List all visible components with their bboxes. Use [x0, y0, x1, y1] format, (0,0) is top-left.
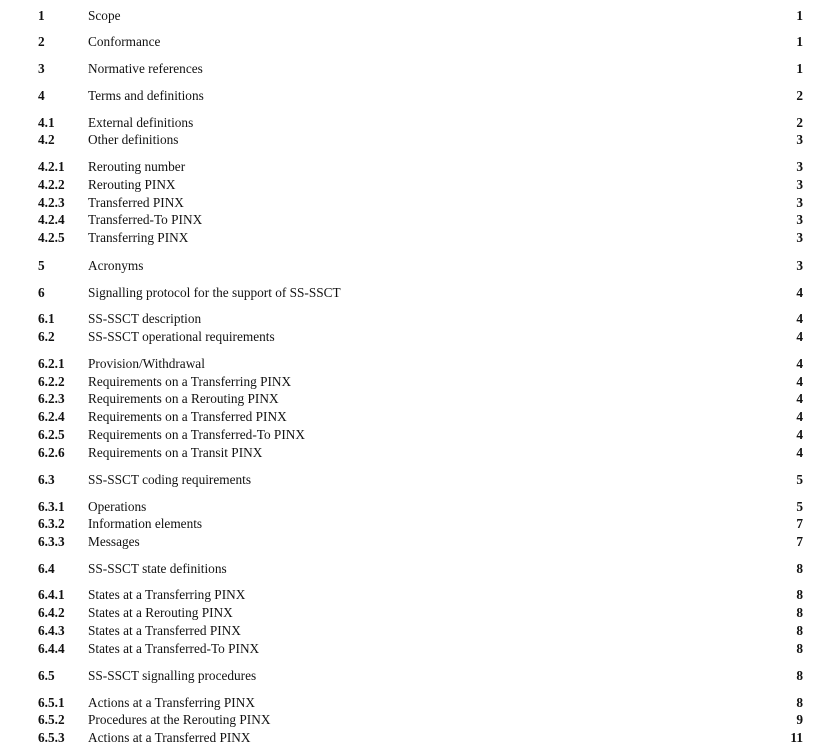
toc-entry[interactable]: [0, 328, 827, 346]
toc-entry-page: 4: [796, 329, 803, 344]
toc-entry-page: 2: [796, 115, 803, 130]
toc-entry[interactable]: [0, 131, 827, 149]
toc-entry-number: 5: [38, 258, 45, 273]
toc-entry-title: SS-SSCT state definitions: [88, 561, 227, 576]
toc-entry-title: SS-SSCT signalling procedures: [88, 668, 257, 683]
toc-entry-page: 3: [796, 258, 803, 273]
toc-entry[interactable]: [0, 33, 827, 51]
toc-entry-page: 1: [796, 34, 803, 49]
toc-entry-page: 3: [796, 177, 803, 192]
toc-entry[interactable]: [0, 622, 827, 640]
toc-entry-title: Actions at a Transferring PINX: [88, 695, 255, 710]
toc-entry[interactable]: [0, 87, 827, 105]
toc-entry[interactable]: [0, 444, 827, 462]
toc-entry-title: Procedures at the Rerouting PINX: [88, 712, 271, 727]
toc-entry-title: Conformance: [88, 34, 161, 49]
toc-entry-page: 7: [796, 534, 803, 549]
toc-entry-page: 4: [796, 356, 803, 371]
toc-entry[interactable]: [0, 533, 827, 551]
toc-entry-title: Other definitions: [88, 132, 179, 147]
toc-entry-number: 2: [38, 34, 45, 49]
toc-entry-number: 6.1: [38, 311, 55, 326]
toc-entry-title: Terms and definitions: [88, 88, 204, 103]
toc-entry-title: Requirements on a Transferred-To PINX: [88, 427, 305, 442]
toc-entry-number: 6.3.2: [38, 516, 65, 531]
toc-entry-page: 3: [796, 212, 803, 227]
toc-entry[interactable]: [0, 729, 827, 747]
toc-entry-page: 3: [796, 132, 803, 147]
toc-entry-number: 4: [38, 88, 45, 103]
toc-entry-number: 6.2.6: [38, 445, 65, 460]
toc-entry[interactable]: [0, 284, 827, 302]
toc-entry-page: 8: [796, 587, 803, 602]
toc-entry-title: Normative references: [88, 61, 203, 76]
toc-entry-page: 4: [796, 427, 803, 442]
toc-entry-number: 6.2: [38, 329, 55, 344]
toc-entry[interactable]: [0, 355, 827, 373]
toc-entry-page: 4: [796, 374, 803, 389]
toc-entry[interactable]: [0, 471, 827, 489]
toc-entry-number: 6.2.5: [38, 427, 65, 442]
toc-entry-number: 6.2.1: [38, 356, 65, 371]
toc-entry-page: 7: [796, 516, 803, 531]
toc-entry[interactable]: [0, 390, 827, 408]
toc-entry[interactable]: [0, 498, 827, 516]
toc-entry-number: 6.4.3: [38, 623, 65, 638]
toc-entry[interactable]: [0, 408, 827, 426]
toc-entry[interactable]: [0, 60, 827, 78]
toc-entry-number: 6.3.3: [38, 534, 65, 549]
toc-entry-number: 4.2.5: [38, 230, 65, 245]
toc-entry-number: 6.4.1: [38, 587, 65, 602]
toc-entry-page: 4: [796, 285, 803, 300]
toc-entry-number: 6.2.2: [38, 374, 65, 389]
toc-entry-title: Transferred-To PINX: [88, 212, 203, 227]
toc-entry[interactable]: [0, 640, 827, 658]
toc-entry-page: 3: [796, 159, 803, 174]
toc-entry-title: Actions at a Transferred PINX: [88, 730, 251, 745]
toc-entry-page: 9: [796, 712, 803, 727]
toc-entry-title: Requirements on a Rerouting PINX: [88, 391, 279, 406]
toc-entry[interactable]: [0, 114, 827, 132]
toc-entry-number: 6.5.3: [38, 730, 65, 745]
toc-entry-page: 4: [796, 445, 803, 460]
toc-entry-number: 6.2.4: [38, 409, 65, 424]
toc-entry-page: 1: [796, 61, 803, 76]
toc-entry[interactable]: [0, 604, 827, 622]
toc-entry-page: 1: [796, 8, 803, 23]
toc-entry-number: 4.2.4: [38, 212, 65, 227]
toc-entry-number: 4.1: [38, 115, 55, 130]
toc-entry[interactable]: [0, 711, 827, 729]
toc-entry-number: 6.3: [38, 472, 55, 487]
toc-entry-title: Transferring PINX: [88, 230, 189, 245]
toc-entry-number: 4.2: [38, 132, 55, 147]
toc-entry-title: Rerouting PINX: [88, 177, 176, 192]
toc-entry[interactable]: [0, 257, 827, 275]
toc-entry-page: 8: [796, 623, 803, 638]
toc-entry[interactable]: [0, 694, 827, 712]
toc-entry-number: 6: [38, 285, 45, 300]
toc-entry-page: 8: [796, 668, 803, 683]
toc-entry-number: 6.5: [38, 668, 55, 683]
toc-entry-number: 6.4: [38, 561, 55, 576]
toc-entry-page: 5: [796, 472, 803, 487]
toc-entry-title: States at a Transferred PINX: [88, 623, 241, 638]
toc-entry-page: 4: [796, 409, 803, 424]
toc-entry-title: States at a Transferred-To PINX: [88, 641, 260, 656]
toc-entry-title: States at a Rerouting PINX: [88, 605, 233, 620]
toc-entry-title: Information elements: [88, 516, 203, 531]
toc-entry[interactable]: [0, 667, 827, 685]
toc-entry-page: 2: [796, 88, 803, 103]
toc-entry-title: Acronyms: [88, 258, 144, 273]
toc-entry[interactable]: [0, 515, 827, 533]
toc-entry-page: 5: [796, 499, 803, 514]
toc-entry-number: 6.5.2: [38, 712, 65, 727]
toc-entry-page: 8: [796, 641, 803, 656]
toc-entry[interactable]: [0, 586, 827, 604]
toc-entry-number: 1: [38, 8, 45, 23]
toc-entry[interactable]: [0, 7, 827, 25]
toc-entry[interactable]: [0, 373, 827, 391]
toc-entry-title: Provision/Withdrawal: [88, 356, 205, 371]
toc-entry-title: SS-SSCT coding requirements: [88, 472, 252, 487]
toc-entry-title: Messages: [88, 534, 140, 549]
toc-entry-number: 4.2.3: [38, 195, 65, 210]
toc-entry-number: 3: [38, 61, 45, 76]
toc-entry-page: 3: [796, 230, 803, 245]
toc-entry-page: 8: [796, 695, 803, 710]
toc-entry-number: 4.2.1: [38, 159, 65, 174]
toc-entry[interactable]: [0, 426, 827, 444]
toc-entry-title: Scope: [88, 8, 121, 23]
toc-entry[interactable]: [0, 158, 827, 176]
toc-entry-page: 4: [796, 311, 803, 326]
toc-entry-title: Transferred PINX: [88, 195, 184, 210]
toc-entry-number: 6.5.1: [38, 695, 65, 710]
toc-entry-title: Requirements on a Transit PINX: [88, 445, 263, 460]
toc-entry-title: External definitions: [88, 115, 194, 130]
toc-entry-page: 11: [790, 730, 803, 745]
toc-entry-number: 6.2.3: [38, 391, 65, 406]
toc-entry-number: 6.4.2: [38, 605, 65, 620]
toc-entry-title: Requirements on a Transferred PINX: [88, 409, 287, 424]
toc-entry[interactable]: [0, 176, 827, 194]
toc-entry-title: SS-SSCT description: [88, 311, 202, 326]
toc-entry-title: States at a Transferring PINX: [88, 587, 246, 602]
toc-entry-number: 4.2.2: [38, 177, 65, 192]
toc-entry-number: 6.4.4: [38, 641, 65, 656]
toc-entry-title: SS-SSCT operational requirements: [88, 329, 275, 344]
toc-entry-title: Rerouting number: [88, 159, 186, 174]
toc-entry-number: 6.3.1: [38, 499, 65, 514]
toc-entry[interactable]: [0, 229, 827, 247]
toc-entry-page: 3: [796, 195, 803, 210]
toc-entry-page: 4: [796, 391, 803, 406]
toc-entry-page: 8: [796, 561, 803, 576]
toc-entry-title: Signalling protocol for the support of SS-SSCT: [88, 285, 341, 300]
toc-entry-title: Operations: [88, 499, 147, 514]
toc-entry-page: 8: [796, 605, 803, 620]
toc-entry[interactable]: [0, 310, 827, 328]
toc-entry-title: Requirements on a Transferring PINX: [88, 374, 292, 389]
toc-entry[interactable]: [0, 194, 827, 212]
toc-entry[interactable]: [0, 560, 827, 578]
toc-entry[interactable]: [0, 211, 827, 229]
